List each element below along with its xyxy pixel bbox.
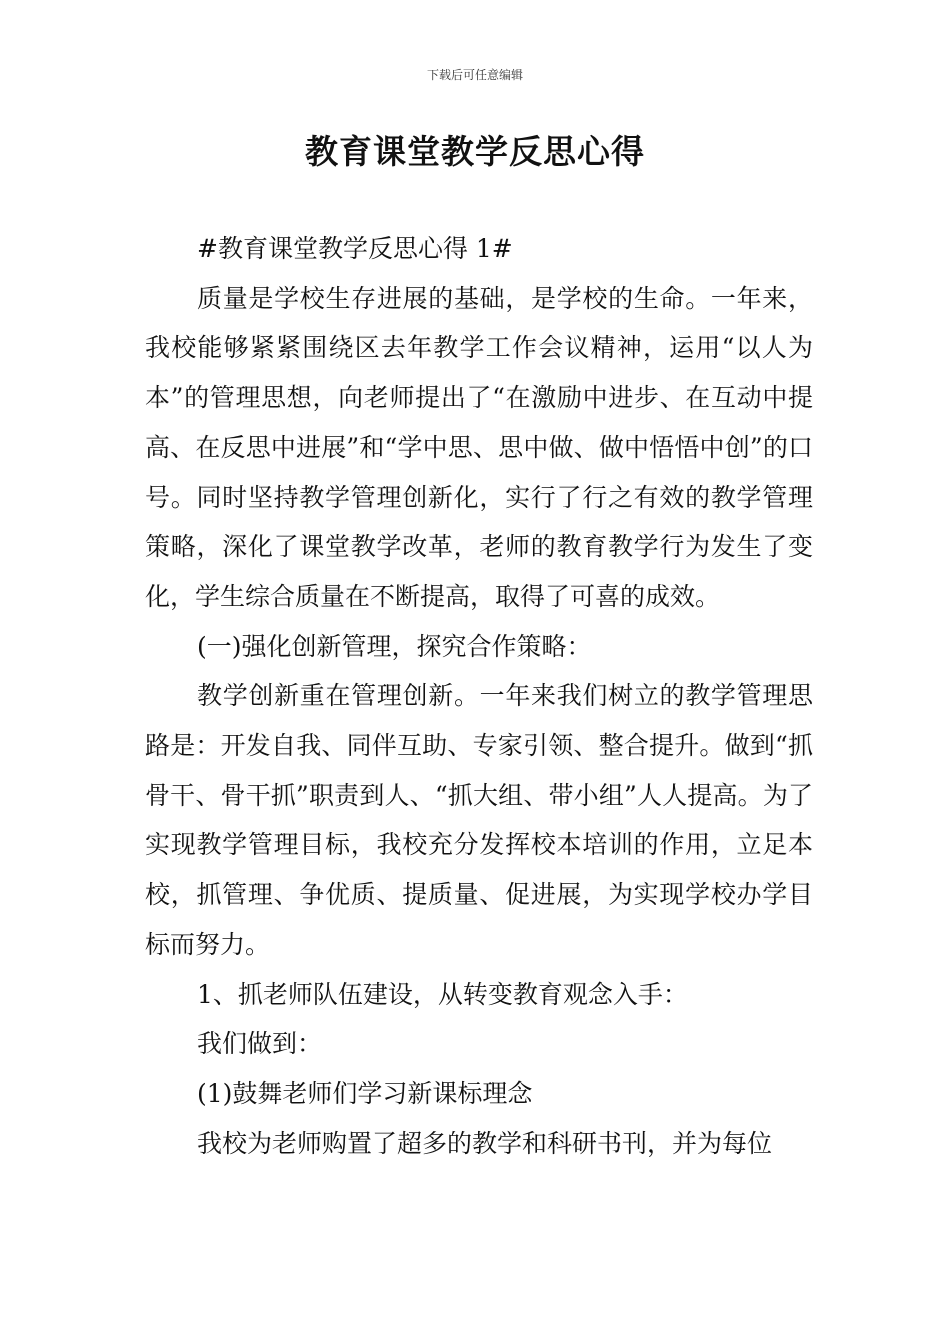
list-item: (1)鼓舞老师们学习新课标理念 [197, 1078, 533, 1108]
body-paragraph: 教学创新重在管理创新。一年来我们树立的教学管理思路是：开发自我、同伴互助、专家引领、整合提升。做到“抓骨干、骨干抓”职责到人、“抓大组、带小组”人人提高。为了实现教学管理目标，我校充分发挥校本培训的作用，立足本校，抓管理、争优质、提质量、促进展，为实现学校办学目标而努力。 [145, 681, 813, 959]
header-note: 下载后可任意编辑 [426, 68, 523, 82]
section-heading: #教育课堂教学反思心得 1# [197, 234, 513, 263]
document-body [145, 224, 813, 1168]
body-paragraph: 我校为老师购置了超多的教学和科研书刊，并为每位 [197, 1128, 773, 1158]
document-title: 教育课堂教学反思心得 [305, 132, 645, 171]
body-paragraph: 我们做到： [197, 1029, 323, 1059]
body-paragraph: 质量是学校生存进展的基础，是学校的生命。一年来，我校能够紧紧围绕区去年教学工作会议精神，运用“以人为本”的管理思想，向老师提出了“在激励中进步、在互动中提高、在反思中进展”和“学中思、思中做、做中悟悟中创”的口号。同时坚持教学管理创新化，实行了行之有效的教学管理策略，深化了课堂教学改革，老师的教育教学行为发生了变化，学生综合质量在不断提高，取得了可喜的成效。 [145, 283, 813, 611]
list-heading: 1、抓老师队伍建设，从转变教育观念入手： [197, 979, 688, 1009]
subsection-heading: (一)强化创新管理，探究合作策略： [197, 631, 592, 661]
